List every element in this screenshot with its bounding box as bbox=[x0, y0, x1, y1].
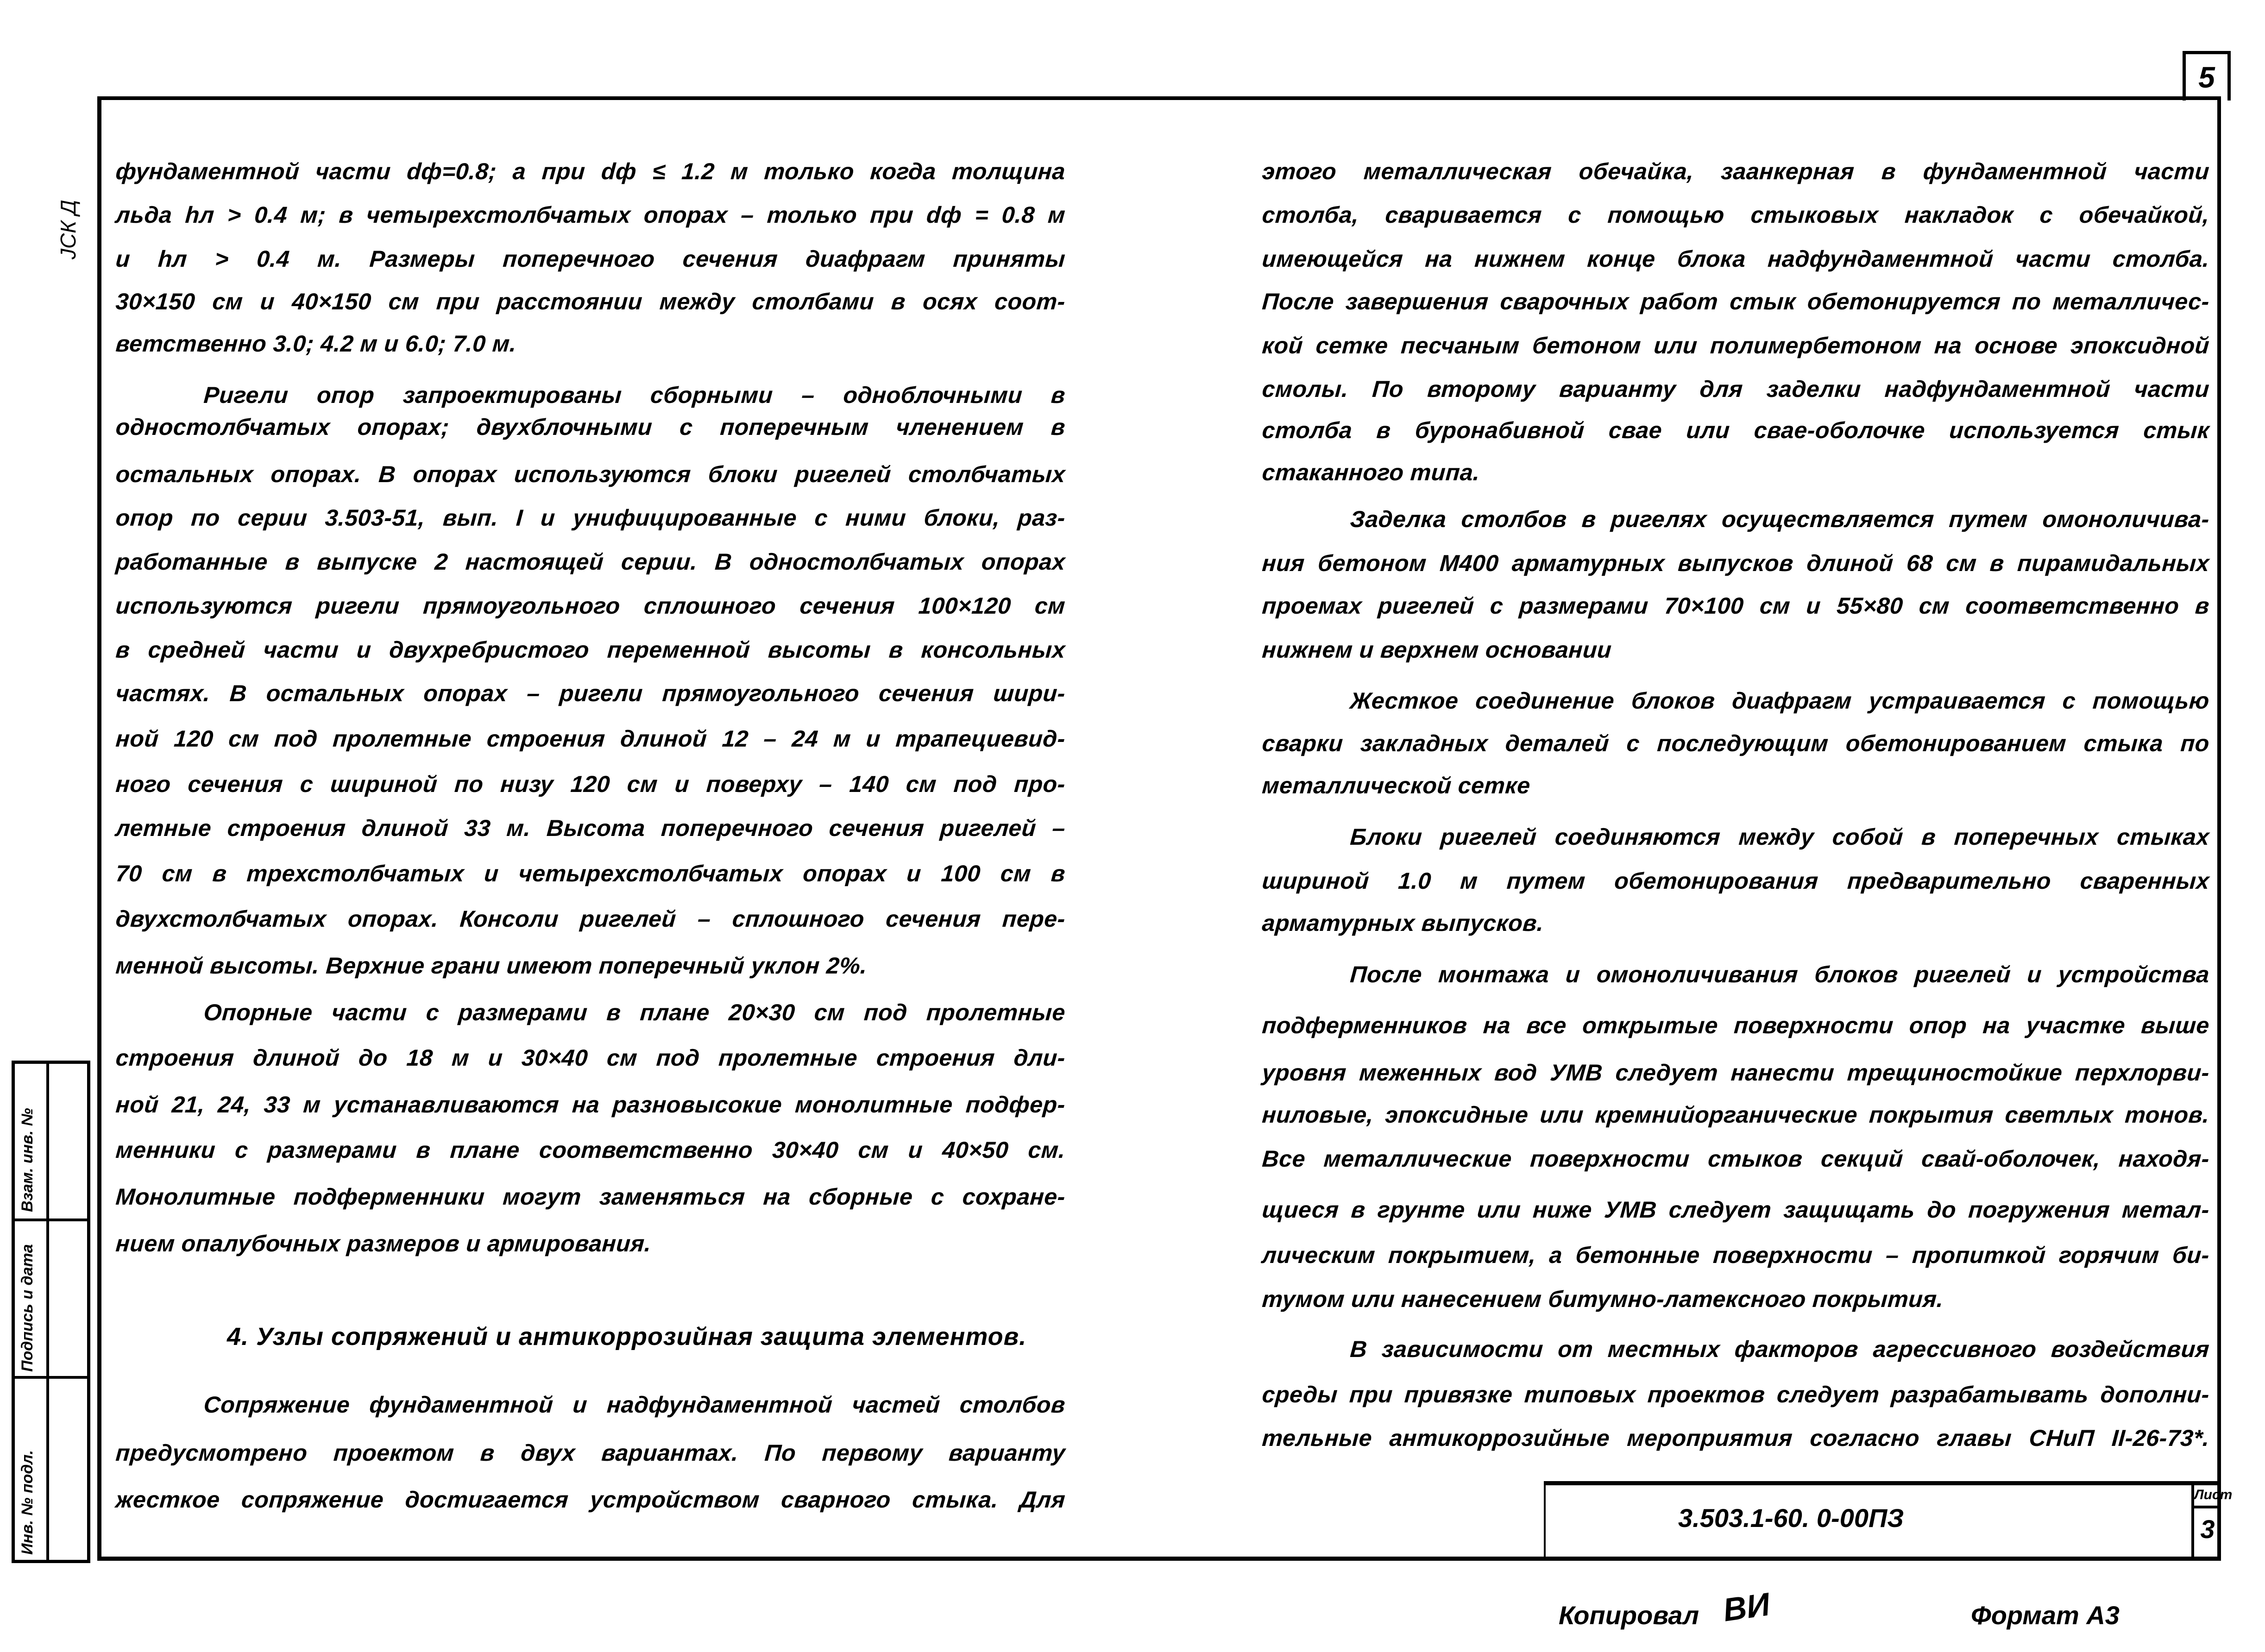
text-line: частях. В остальных опорах – ригели прямоугольного сечения шири- bbox=[115, 680, 1066, 706]
text-line: Ригели опор запроектированы сборными – одноблочными в bbox=[203, 382, 1066, 408]
text-line: строения длиной до 18 м и 30×40 см под пролетные строения дли- bbox=[115, 1045, 1066, 1071]
text-line: 70 см в трехстолбчатых и четырехстолбчатых опорах и 100 см в bbox=[115, 861, 1066, 886]
text-line: смолы. По второму варианту для заделки надфундаментной части bbox=[1261, 376, 2210, 402]
margin-stamp bbox=[12, 1061, 90, 1563]
text-line: летные строения длиной 33 м. Высота поперечного сечения ригелей – bbox=[115, 815, 1066, 841]
text-line: одностолбчатых опорах; двухблочными с поперечным членением в bbox=[115, 414, 1066, 440]
text-line: уровня меженных вод УМВ следует нанести трещиностойкие перхлорви- bbox=[1261, 1060, 2210, 1086]
text-line: двухстолбчатых опорах. Консоли ригелей – сплошного сечения пере- bbox=[115, 906, 1066, 932]
text-line: льда hл > 0.4 м; в четырехстолбчатых опорах – только при dф = 0.8 м bbox=[115, 202, 1066, 228]
original-inventory-label: Инв. № подл. bbox=[19, 1450, 36, 1555]
text-line: ной 120 см под пролетные строения длиной 12 – 24 м и трапециевид- bbox=[115, 726, 1066, 752]
text-line: Все металлические поверхности стыков секций свай-оболочек, находя- bbox=[1261, 1146, 2210, 1172]
text-line: арматурных выпусков. bbox=[1261, 910, 1545, 936]
text-line: подферменников на все открытые поверхности опор на участке выше bbox=[1261, 1012, 2210, 1038]
text-line: кой сетке песчаным бетоном или полимербетоном на основе эпоксидной bbox=[1261, 333, 2210, 358]
text-line: тельные антикоррозийные мероприятия согласно главы СНиП II-26-73*. bbox=[1261, 1425, 2210, 1451]
section-heading: 4. Узлы сопряжений и антикоррозийная защита элементов. bbox=[227, 1323, 1027, 1350]
sheet-cell bbox=[2191, 1485, 2233, 1561]
copied-by-label: Копировал bbox=[1559, 1601, 1699, 1630]
document-code: 3.503.1-60. 0-00ПЗ bbox=[1678, 1503, 1904, 1533]
text-line: Жесткое соединение блоков диафрагм устраивается с помощью bbox=[1349, 688, 2210, 714]
copied-signature: ВИ bbox=[1721, 1586, 1772, 1628]
page-number: 5 bbox=[2183, 51, 2231, 101]
text-line: проемах ригелей с размерами 70×100 см и 55×80 см соответственно в bbox=[1261, 593, 2210, 619]
text-line: Сопряжение фундаментной и надфундаментной частей столбов bbox=[203, 1392, 1066, 1418]
signature-date-label: Подпись и дата bbox=[19, 1244, 36, 1372]
title-block-divider bbox=[1544, 1485, 1546, 1561]
text-line: После завершения сварочных работ стык обетонируется по металличес- bbox=[1261, 289, 2210, 314]
text-line: ной 21, 24, 33 м устанавливаются на разновысокие монолитные подфер- bbox=[115, 1092, 1066, 1118]
text-line: После монтажа и омоноличивания блоков ригелей и устройства bbox=[1349, 961, 2210, 987]
sheet-label: Лист bbox=[2194, 1487, 2221, 1508]
text-line: В зависимости от местных факторов агрессивного воздействия bbox=[1349, 1336, 2210, 1362]
text-line: нижнем и верхнем основании bbox=[1261, 637, 1613, 663]
text-line: 30×150 см и 40×150 см при расстоянии между столбами в осях соот- bbox=[115, 289, 1066, 314]
text-line: этого металлическая обечайка, заанкерная в фундаментной части bbox=[1261, 158, 2210, 184]
format-label: Формат А3 bbox=[1971, 1601, 2120, 1630]
text-line: металлической сетке bbox=[1261, 773, 1531, 798]
text-line: имеющейся на нижнем конце блока надфундаментной части столба. bbox=[1261, 246, 2210, 272]
text-line: столба в буронабивной свае или свае-оболочке используется стык bbox=[1261, 417, 2210, 443]
text-line: нием опалубочных размеров и армирования. bbox=[115, 1231, 652, 1256]
text-line: щиеся в грунте или ниже УМВ следует защищать до погружения метал- bbox=[1261, 1197, 2210, 1223]
text-line: Опорные части с размерами в плане 20×30 см под пролетные bbox=[203, 999, 1066, 1025]
text-line: ного сечения с шириной по низу 120 см и поверху – 140 см под про- bbox=[115, 771, 1066, 797]
sheet-number: 3 bbox=[2200, 1514, 2215, 1544]
text-line: фундаментной части dф=0.8; а при dф ≤ 1.2 м только когда толщина bbox=[115, 158, 1066, 184]
text-line: сварки закладных деталей с последующим обетонированием стыка по bbox=[1261, 730, 2210, 756]
text-line: ниловые, эпоксидные или кремнийорганические покрытия светлых тонов. bbox=[1261, 1102, 2210, 1128]
text-line: менной высоты. Верхние грани имеют поперечный уклон 2%. bbox=[115, 953, 868, 979]
text-line: Монолитные подферменники могут заменяться на сборные с сохране- bbox=[115, 1184, 1066, 1210]
text-line: ветственно 3.0; 4.2 м и 6.0; 7.0 м. bbox=[115, 331, 517, 357]
text-line: ния бетоном М400 арматурных выпусков длиной 68 см в пирамидальных bbox=[1261, 550, 2210, 576]
text-line: тумом или нанесением битумно-латексного покрытия. bbox=[1261, 1286, 1944, 1312]
title-block bbox=[1544, 1481, 2233, 1561]
replacement-inventory-label: Взам. инв. № bbox=[19, 1108, 36, 1212]
text-line: и hл > 0.4 м. Размеры поперечного сечения диафрагм приняты bbox=[115, 246, 1066, 272]
text-line: Блоки ригелей соединяются между собой в поперечных стыках bbox=[1349, 824, 2210, 850]
text-line: предусмотрено проектом в двух вариантах. По первому варианту bbox=[115, 1440, 1066, 1466]
margin-note: ЈСК Д bbox=[56, 200, 80, 259]
text-line: среды при привязке типовых проектов следует разрабатывать дополни- bbox=[1261, 1382, 2210, 1407]
text-line: шириной 1.0 м путем обетонирования предварительно сваренных bbox=[1261, 868, 2210, 894]
text-line: используются ригели прямоугольного сплошного сечения 100×120 см bbox=[115, 593, 1066, 619]
text-line: столба, сваривается с помощью стыковых накладок с обечайкой, bbox=[1261, 202, 2210, 228]
text-line: остальных опорах. В опорах используются блоки ригелей столбчатых bbox=[115, 461, 1066, 487]
text-line: жесткое сопряжение достигается устройством сварного стыка. Для bbox=[115, 1487, 1066, 1513]
text-line: стаканного типа. bbox=[1261, 459, 1481, 485]
text-line: опор по серии 3.503-51, вып. I и унифицированные с ними блоки, раз- bbox=[115, 505, 1066, 531]
text-line: лическим покрытием, а бетонные поверхности – пропиткой горячим би- bbox=[1261, 1242, 2210, 1268]
text-line: менники с размерами в плане соответственно 30×40 см и 40×50 см. bbox=[115, 1137, 1066, 1163]
text-line: в средней части и двухребристого переменной высоты в консольных bbox=[115, 637, 1066, 663]
text-line: работанные в выпуске 2 настоящей серии. В одностолбчатых опорах bbox=[115, 549, 1066, 575]
text-line: Заделка столбов в ригелях осуществляется путем омоноличива- bbox=[1349, 506, 2210, 532]
